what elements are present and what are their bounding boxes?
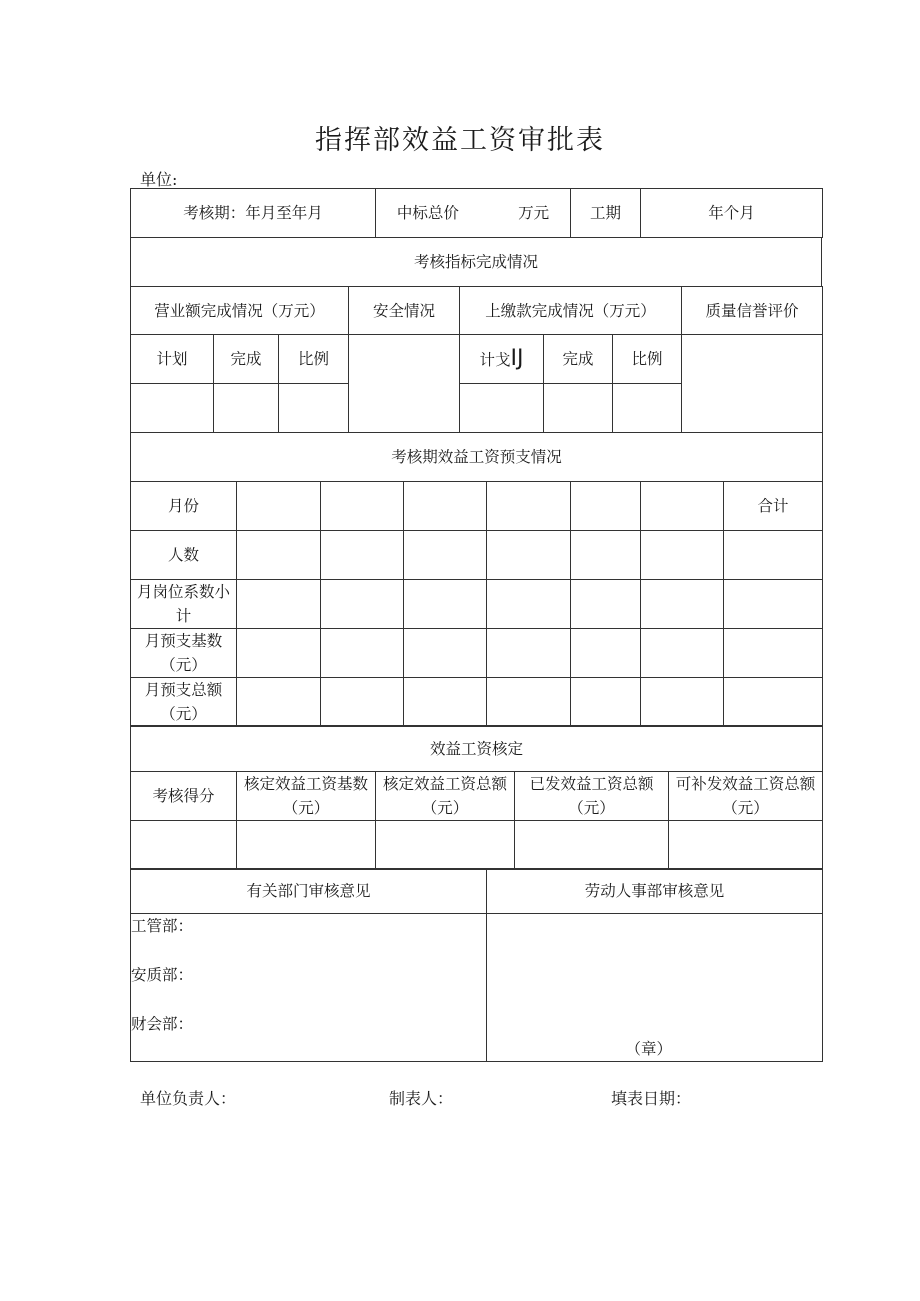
sum-cell[interactable] bbox=[641, 678, 724, 727]
bid-price-cell bbox=[376, 189, 571, 238]
people-cell[interactable] bbox=[641, 531, 724, 580]
section4-table bbox=[130, 868, 823, 1062]
hr-opinion-cell[interactable] bbox=[487, 914, 823, 1062]
supplement-total-cell[interactable] bbox=[669, 821, 823, 870]
people-cell[interactable] bbox=[404, 531, 487, 580]
done-value-cell[interactable] bbox=[214, 384, 279, 433]
section1-title-table bbox=[130, 237, 822, 287]
seal-label: （章） bbox=[625, 1040, 672, 1058]
done2-header: 完成 bbox=[544, 335, 613, 384]
quality-header: 质量信誉评价 bbox=[682, 287, 823, 335]
payment-header: 上缴款完成情况（万元） bbox=[460, 287, 682, 335]
maker-label: 制表人： bbox=[389, 1089, 454, 1108]
supplement-total-header: 可补发效益工资总额（元） bbox=[669, 772, 823, 821]
ratio2-value-cell[interactable] bbox=[613, 384, 682, 433]
total-label: 合计 bbox=[724, 482, 823, 531]
section2-table bbox=[130, 432, 823, 727]
people-label: 人数 bbox=[131, 531, 237, 580]
people-cell[interactable] bbox=[487, 531, 571, 580]
section1-title: 考核指标完成情况 bbox=[131, 238, 822, 287]
hr-opinion-title: 劳动人事部审核意见 bbox=[487, 869, 823, 914]
approved-total-header: 核定效益工资总额（元） bbox=[376, 772, 515, 821]
base-cell[interactable] bbox=[237, 629, 321, 678]
safety-value-cell[interactable] bbox=[349, 335, 460, 433]
duration-value: 年个月 bbox=[641, 189, 823, 238]
plan-header: 计划 bbox=[131, 335, 214, 384]
base-cell[interactable] bbox=[487, 629, 571, 678]
header-table bbox=[130, 188, 823, 238]
people-cell[interactable] bbox=[237, 531, 321, 580]
base-label: 月预支基数（元） bbox=[131, 629, 237, 678]
safety-header: 安全情况 bbox=[349, 287, 460, 335]
period-cell: 考核期：年月至年月 bbox=[131, 189, 376, 238]
sum-cell[interactable] bbox=[404, 678, 487, 727]
month-cell[interactable] bbox=[237, 482, 321, 531]
people-cell[interactable] bbox=[571, 531, 641, 580]
plan2-value-cell[interactable] bbox=[460, 384, 544, 433]
page-title: 指挥部效益工资审批表 bbox=[315, 125, 605, 156]
approved-base-cell[interactable] bbox=[237, 821, 376, 870]
coef-cell[interactable] bbox=[404, 580, 487, 629]
base-cell[interactable] bbox=[321, 629, 404, 678]
ratio-value-cell[interactable] bbox=[279, 384, 349, 433]
sum-total-cell[interactable] bbox=[724, 678, 823, 727]
section1-table bbox=[130, 286, 823, 433]
unit-label: 单位: bbox=[140, 170, 178, 189]
ratio2-header: 比例 bbox=[613, 335, 682, 384]
plan2-header-a: 计戈 bbox=[479, 350, 511, 369]
month-cell[interactable] bbox=[571, 482, 641, 531]
plan2-header bbox=[460, 335, 544, 384]
sum-cell[interactable] bbox=[571, 678, 641, 727]
score-header: 考核得分 bbox=[131, 772, 237, 821]
score-cell[interactable] bbox=[131, 821, 237, 870]
done-header: 完成 bbox=[214, 335, 279, 384]
quality-value-cell[interactable] bbox=[682, 335, 823, 433]
ratio-header: 比例 bbox=[279, 335, 349, 384]
finance-dept-label: 财会部： bbox=[131, 1015, 194, 1033]
coef-label: 月岗位系数小计 bbox=[131, 580, 237, 629]
coef-total-cell[interactable] bbox=[724, 580, 823, 629]
base-total-cell[interactable] bbox=[724, 629, 823, 678]
dept-opinion-cell[interactable] bbox=[131, 914, 487, 1062]
approved-base-header: 核定效益工资基数（元） bbox=[237, 772, 376, 821]
coef-cell[interactable] bbox=[641, 580, 724, 629]
approved-total-cell[interactable] bbox=[376, 821, 515, 870]
month-label: 月份 bbox=[131, 482, 237, 531]
month-cell[interactable] bbox=[641, 482, 724, 531]
base-cell[interactable] bbox=[404, 629, 487, 678]
coef-cell[interactable] bbox=[237, 580, 321, 629]
bid-price-unit: 万元 bbox=[518, 204, 550, 222]
people-total-cell[interactable] bbox=[724, 531, 823, 580]
section2-title: 考核期效益工资预支情况 bbox=[131, 433, 823, 482]
month-cell[interactable] bbox=[404, 482, 487, 531]
section3-table bbox=[130, 725, 823, 870]
section3-title: 效益工资核定 bbox=[131, 726, 823, 772]
plan-value-cell[interactable] bbox=[131, 384, 214, 433]
month-cell[interactable] bbox=[321, 482, 404, 531]
paid-total-header: 已发效益工资总额（元） bbox=[515, 772, 669, 821]
sum-cell[interactable] bbox=[237, 678, 321, 727]
bid-price-label: 中标总价 bbox=[396, 204, 459, 222]
leader-label: 单位负责人： bbox=[140, 1089, 237, 1108]
coef-cell[interactable] bbox=[571, 580, 641, 629]
base-cell[interactable] bbox=[641, 629, 724, 678]
people-cell[interactable] bbox=[321, 531, 404, 580]
base-cell[interactable] bbox=[571, 629, 641, 678]
safety-dept-label: 安质部： bbox=[131, 966, 194, 984]
date-label: 填表日期： bbox=[611, 1089, 692, 1108]
month-cell[interactable] bbox=[487, 482, 571, 531]
sum-cell[interactable] bbox=[487, 678, 571, 727]
dept-opinion-title: 有关部门审核意见 bbox=[131, 869, 487, 914]
sum-label: 月预支总额（元） bbox=[131, 678, 237, 727]
duration-label: 工期 bbox=[571, 189, 641, 238]
coef-cell[interactable] bbox=[321, 580, 404, 629]
done2-value-cell[interactable] bbox=[544, 384, 613, 433]
paid-total-cell[interactable] bbox=[515, 821, 669, 870]
plan2-header-b: IJ bbox=[510, 345, 524, 371]
eng-dept-label: 工管部： bbox=[131, 917, 194, 935]
sum-cell[interactable] bbox=[321, 678, 404, 727]
coef-cell[interactable] bbox=[487, 580, 571, 629]
revenue-header: 营业额完成情况（万元） bbox=[131, 287, 349, 335]
